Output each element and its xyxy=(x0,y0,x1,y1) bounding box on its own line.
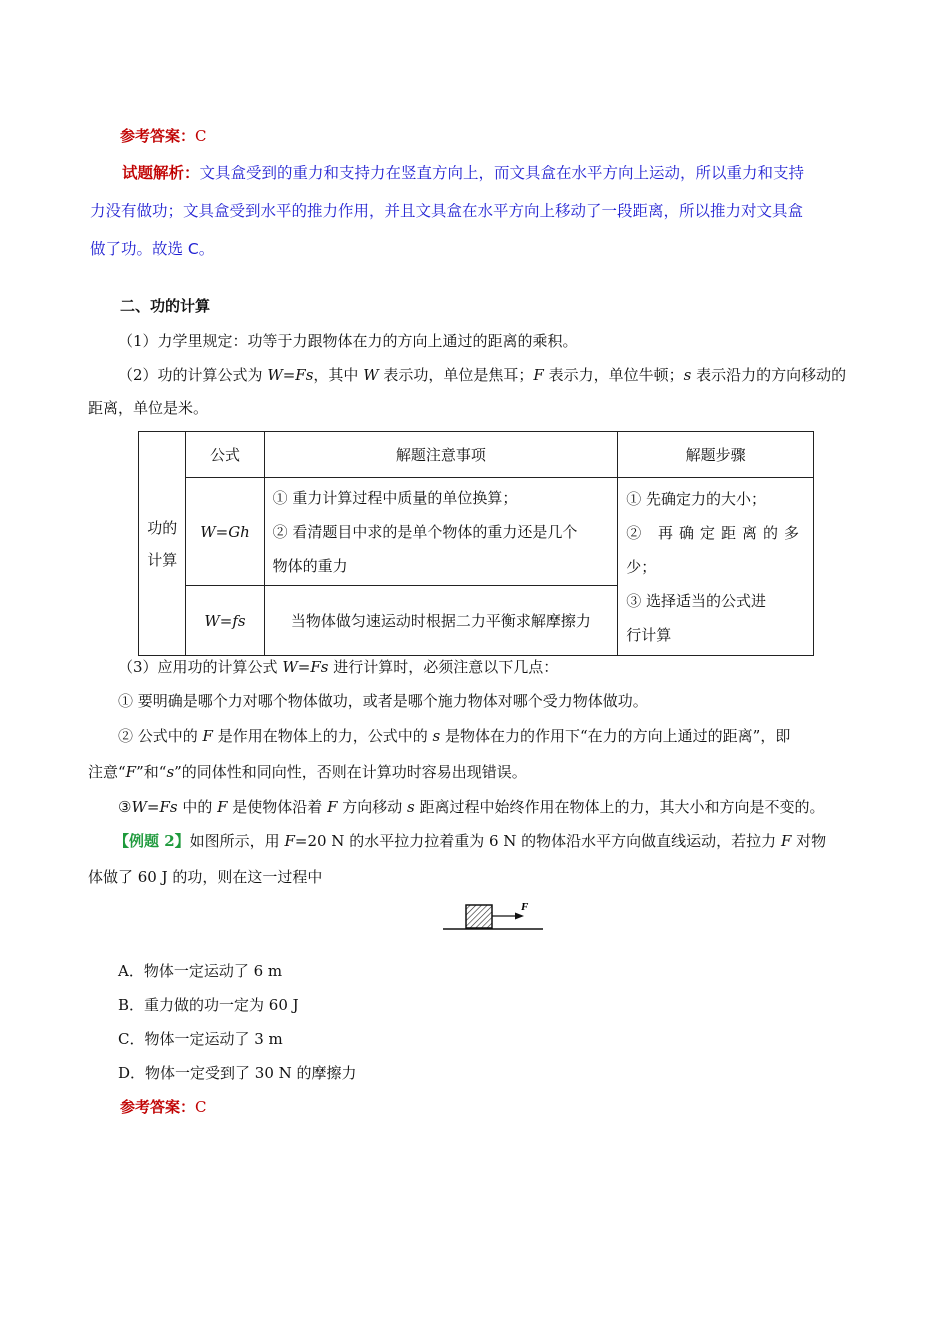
example-label: 【例题 2】 xyxy=(114,832,190,850)
paragraph-6 xyxy=(118,797,825,817)
formula: W=Fs xyxy=(267,366,314,384)
symbol-s: s xyxy=(432,727,441,745)
analysis-label: 试题解析： xyxy=(122,164,200,182)
example-2-line-2: 体做了 60 J 的功，则在这一过程中 xyxy=(88,868,323,886)
notes-friction: 当物体做匀速运动时根据二力平衡求解摩擦力 xyxy=(264,586,618,656)
header-notes: 解题注意事项 xyxy=(264,432,618,478)
analysis-line-3: 做了功。故选 C。 xyxy=(90,240,215,258)
paragraph-5-line-1 xyxy=(118,726,790,746)
symbol-w: W xyxy=(363,366,379,384)
paragraph-4: ① 要明确是哪个力对哪个物体做功，或者是哪个施力物体对哪个受力物体做功。 xyxy=(118,692,648,710)
text: ，其中 xyxy=(313,366,364,384)
paragraph-2-line-2: 距离，单位是米。 xyxy=(88,399,209,417)
work-calculation-table xyxy=(138,431,814,656)
answer-label: 参考答案： xyxy=(120,127,196,145)
option-b: B．重力做的功一定为 60 J xyxy=(118,996,299,1014)
text: ② 公式中的 xyxy=(118,727,203,745)
text: 是使物体沿着 xyxy=(227,798,328,816)
answer-value: C xyxy=(195,127,207,145)
symbol-f: F xyxy=(327,798,338,816)
note-line: ② 看清题目中求的是单个物体的重力还是几个 xyxy=(272,522,578,541)
text: 对物 xyxy=(791,832,827,850)
paragraph-3 xyxy=(118,657,558,677)
text: ”和“ xyxy=(136,763,167,781)
text: =20 N 的水平拉力拉着重为 6 N 的物体沿水平方向做直线运动，若拉力 xyxy=(294,832,781,850)
step-line: ③ 选择适当的公式进 xyxy=(626,591,766,610)
paragraph-2-line-1 xyxy=(118,365,846,385)
text: 中的 xyxy=(177,798,218,816)
text: （3）应用功的计算公式 xyxy=(118,658,283,676)
paragraph-1: （1）力学里规定：功等于力跟物体在力的方向上通过的距离的乘积。 xyxy=(118,332,578,350)
text: 如图所示，用 xyxy=(189,832,285,850)
force-label: F xyxy=(521,901,529,913)
analysis-line-1 xyxy=(122,163,804,183)
symbol-s: s xyxy=(683,366,692,384)
text: ③ xyxy=(118,798,132,816)
answer-1 xyxy=(120,126,207,146)
formula-friction-cell xyxy=(186,586,264,656)
answer-value: C xyxy=(195,1098,207,1116)
option-c: C．物体一定运动了 3 m xyxy=(118,1030,283,1048)
option-a: A．物体一定运动了 6 m xyxy=(118,962,283,980)
analysis-line-2: 力没有做功；文具盒受到水平的推力作用，并且文具盒在水平方向上移动了一段距离，所以推力对文具盒 xyxy=(90,202,804,220)
text: （2）功的计算公式为 xyxy=(118,366,268,384)
option-d: D．物体一定受到了 30 N 的摩擦力 xyxy=(118,1064,357,1082)
row-label-1: 功的 xyxy=(147,518,178,537)
step-line: 少； xyxy=(626,557,657,576)
row-label-cell xyxy=(139,432,186,656)
text: 方向移动 xyxy=(337,798,408,816)
row-label-2: 计算 xyxy=(147,550,178,569)
answer-2 xyxy=(120,1097,207,1117)
symbol-f: F xyxy=(533,366,544,384)
formula: W=Fs xyxy=(131,798,178,816)
text: 表示力，单位牛顿； xyxy=(543,366,684,384)
force-arrow-head xyxy=(515,913,524,920)
section-heading: 二、功的计算 xyxy=(120,297,211,315)
formula-gravity: W=Gh xyxy=(200,522,250,541)
block-pulled-by-force-figure xyxy=(443,898,543,932)
text: 距离过程中始终作用在物体上的力，其大小和方向是不变的。 xyxy=(414,798,825,816)
symbol-s: s xyxy=(166,763,175,781)
step-line: ② 再确定距离的多 xyxy=(626,523,805,542)
text: 注意“ xyxy=(88,763,126,781)
text: 表示功，单位是焦耳； xyxy=(378,366,534,384)
note-line: 物体的重力 xyxy=(272,556,348,575)
symbol-s: s xyxy=(407,798,415,816)
analysis-text-1: 文具盒受到的重力和支持力在竖直方向上，而文具盒在水平方向上运动，所以重力和支持 xyxy=(199,164,805,182)
text: ”的同体性和同向性，否则在计算功时容易出现错误。 xyxy=(174,763,527,781)
block xyxy=(466,905,492,928)
symbol-f: F xyxy=(217,798,228,816)
formula-gravity-cell xyxy=(186,478,264,586)
text: 是物体在力的作用下“在力的方向上通过的距离”，即 xyxy=(440,727,791,745)
symbol-f: F xyxy=(284,832,295,850)
formula-friction: W=fs xyxy=(204,611,246,630)
formula: W=Fs xyxy=(282,658,329,676)
header-steps: 解题步骤 xyxy=(618,432,814,478)
step-line: ① 先确定力的大小； xyxy=(626,489,766,508)
notes-gravity-cell xyxy=(264,478,618,586)
steps-cell xyxy=(618,478,814,656)
example-2-line-1 xyxy=(114,831,826,851)
note-line: ① 重力计算过程中质量的单位换算； xyxy=(272,488,518,507)
text: 表示沿力的方向移动的 xyxy=(691,366,847,384)
text: 是作用在物体上的力，公式中的 xyxy=(212,727,433,745)
symbol-f: F xyxy=(202,727,213,745)
symbol-f: F xyxy=(125,763,137,781)
answer-label: 参考答案： xyxy=(120,1098,196,1116)
symbol-f: F xyxy=(780,832,792,850)
paragraph-5-line-2 xyxy=(88,762,527,782)
text: 进行计算时，必须注意以下几点： xyxy=(328,658,559,676)
header-formula: 公式 xyxy=(186,432,264,478)
step-line: 行计算 xyxy=(626,625,672,644)
